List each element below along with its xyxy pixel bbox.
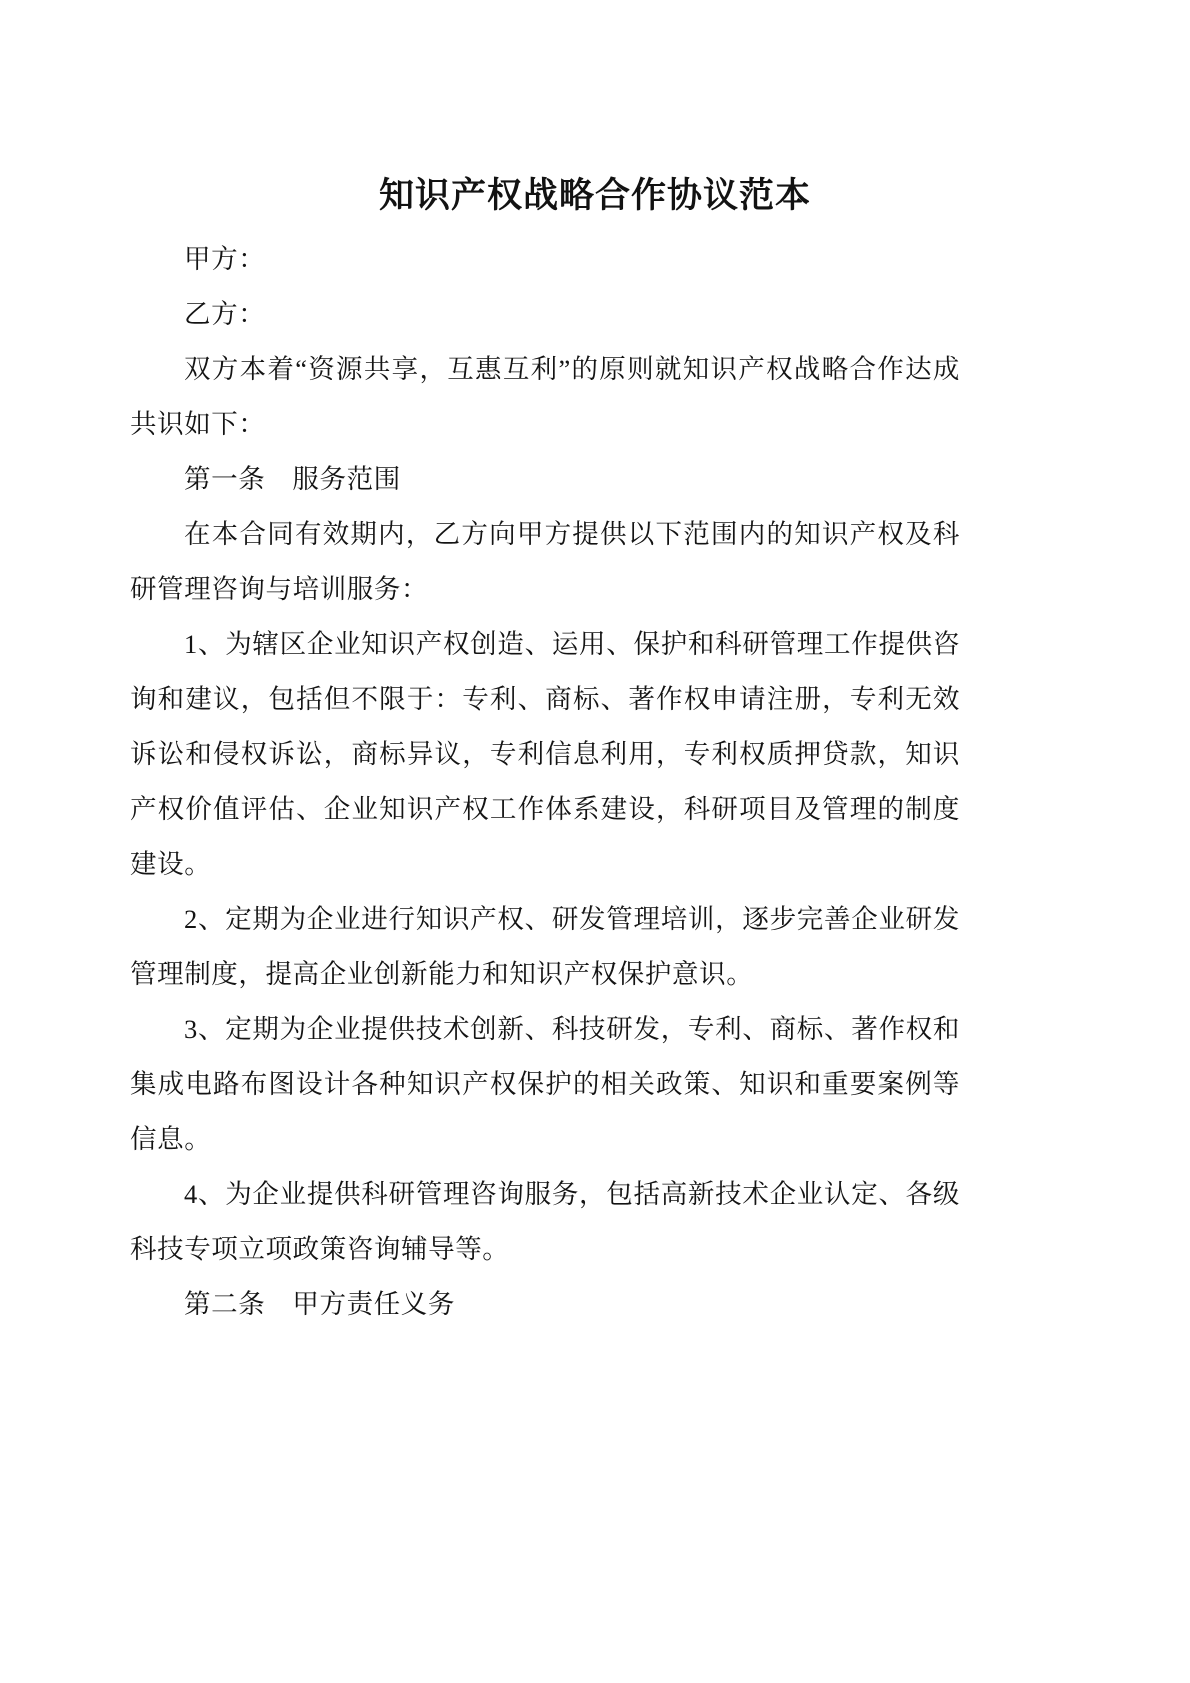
paragraph-party-b: 乙方： — [184, 299, 266, 329]
list-item-3: 3、定期为企业提供技术创新、科技研发，专利、商标、著作权和集成电路布图设计各种知识产权保护的相关政策、知识和重要案例等信息。 — [130, 1014, 960, 1154]
paragraph-party-a: 甲方： — [184, 244, 266, 274]
heading-article-2: 第二条 甲方责任义务 — [184, 1289, 455, 1319]
list-item-4: 4、为企业提供科研管理咨询服务，包括高新技术企业认定、各级科技专项立项政策咨询辅导等。 — [130, 1179, 960, 1264]
document-body — [130, 232, 960, 1332]
list-item-1: 1、为辖区企业知识产权创造、运用、保护和科研管理工作提供咨询和建议，包括但不限于：专利、商标、著作权申请注册，专利无效诉讼和侵权诉讼，商标异议，专利信息利用，专利权质押贷款，知识产权价值评估、企业知识产权工作体系建设，科研项目及管理的制度建设。 — [130, 629, 960, 879]
page-title: 知识产权战略合作协议范本 — [378, 176, 811, 216]
list-item-2: 2、定期为企业进行知识产权、研发管理培训，逐步完善企业研发管理制度，提高企业创新能力和知识产权保护意识。 — [130, 904, 960, 989]
paragraph-preamble: 双方本着“资源共享，互惠互利”的原则就知识产权战略合作达成共识如下： — [130, 354, 960, 439]
heading-article-1: 第一条 服务范围 — [184, 464, 401, 494]
paragraph-article-1-intro: 在本合同有效期内，乙方向甲方提供以下范围内的知识产权及科研管理咨询与培训服务： — [130, 519, 960, 604]
